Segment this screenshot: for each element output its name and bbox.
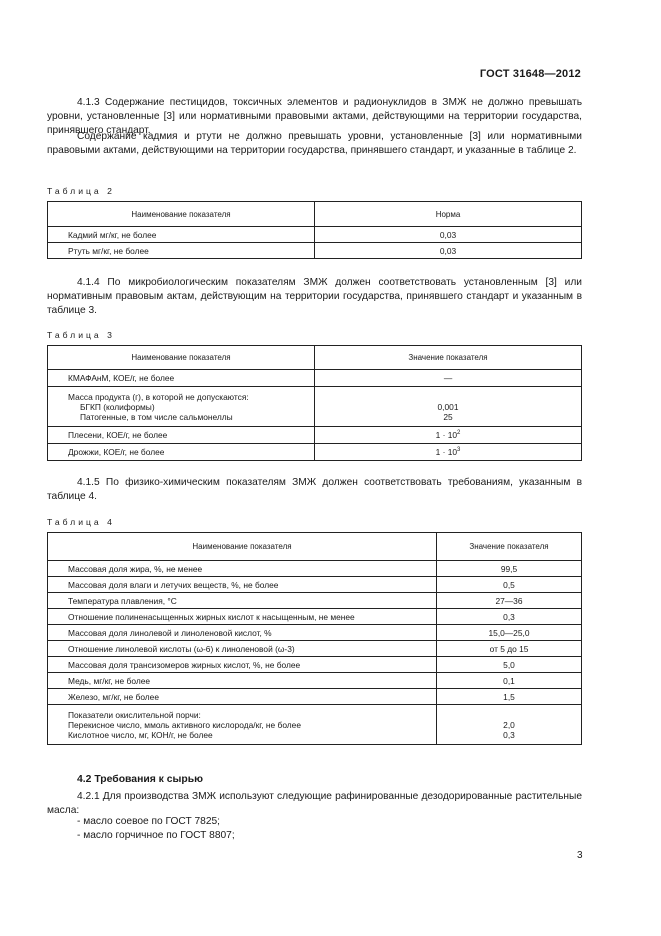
table-row: [48, 625, 582, 641]
table-row: [48, 577, 582, 593]
table3-cell-name: КМАФАнМ, КОЕ/г, не более: [48, 370, 315, 387]
table4-oxid-sub2: Кислотное число, мг, КОН/г, не более: [68, 729, 213, 740]
table4-cell-value: от 5 до 15: [437, 641, 582, 657]
table4-header-name: Наименование показателя: [48, 533, 437, 561]
table3-header-name: Наименование показателя: [48, 346, 315, 370]
paragraph-4-2-1: 4.2.1 Для производства ЗМЖ используют следующие рафинированные дезодорированные растительные масла:: [47, 791, 582, 816]
table2-cell-name: Кадмий мг/кг, не более: [48, 227, 315, 243]
table3-cell-value: —: [315, 370, 582, 387]
table3-mold-exp: 2: [457, 430, 461, 436]
table-row: [48, 641, 582, 657]
paragraph-4-1-5: 4.1.5 По физико-химическим показателям ЗМЖ должен соответствовать требованиям, указанным в таблице 4.: [47, 477, 582, 502]
table-2: [47, 201, 582, 259]
table-row: [48, 427, 582, 444]
table4-cell-value: [437, 705, 582, 745]
table4-oxid-val2: 0,3: [503, 729, 515, 740]
table4-cell-name: Массовая доля трансизомеров жирных кислот, %, не более: [48, 657, 437, 673]
table-row: [48, 387, 582, 427]
table4-cell-value: 0,5: [437, 577, 582, 593]
table4-cell-value: 15,0—25,0: [437, 625, 582, 641]
table2-caption: Таблица 2: [47, 186, 115, 196]
table4-cell-name: Отношение линолевой кислоты (ω-6) к линоленовой (ω-3): [48, 641, 437, 657]
table-row: [48, 227, 582, 243]
table4-cell-value: 99,5: [437, 561, 582, 577]
table4-cell-value: 27—36: [437, 593, 582, 609]
table-row: [48, 657, 582, 673]
table-row: [48, 673, 582, 689]
page-number: 3: [577, 850, 583, 861]
table3-cell-value: [315, 444, 582, 461]
table4-caption: Таблица 4: [47, 517, 115, 527]
table2-cell-value: 0,03: [315, 243, 582, 259]
table2-header-norm: Норма: [315, 202, 582, 227]
table4-cell-name: Железо, мг/кг, не более: [48, 689, 437, 705]
paragraph-4-1-3-cont: Содержание кадмия и ртути не должно превышать уровни, установленные [3] или нормативными правовыми актами, действующими на территории государства, принявшего стандарт, и указанные в таблице 2.: [47, 131, 582, 156]
table4-cell-name: Медь, мг/кг, не более: [48, 673, 437, 689]
table4-cell-name: Отношение полиненасыщенных жирных кислот к насыщенным, не менее: [48, 609, 437, 625]
table4-oxid-sub1: Перекисное число, ммоль активного кислорода/кг, не более: [68, 719, 301, 730]
table4-cell-name: [48, 705, 437, 745]
table3-yeast-exp: 3: [457, 447, 461, 453]
table4-cell-name: Массовая доля влаги и летучих веществ, %, не более: [48, 577, 437, 593]
table3-mass-sub1: БГКП (колиформы): [80, 401, 155, 412]
table4-cell-name: Массовая доля жира, %, не менее: [48, 561, 437, 577]
table3-cell-name: [48, 387, 315, 427]
paragraph-4-1-4: 4.1.4 По микробиологическим показателям ЗМЖ должен соответствовать установленным [3] или нормативным правовым актам, действующим на территории государства, принявшего стандарт и указанным в таблице 3.: [47, 277, 582, 316]
table3-mass-val2: 25: [443, 411, 453, 422]
table-row: [48, 370, 582, 387]
table-4: [47, 532, 582, 745]
table3-cell-name: Плесени, КОЕ/г, не более: [48, 427, 315, 444]
table3-mold-base: 1 · 10: [435, 430, 458, 440]
table-row: [48, 705, 582, 745]
table2-cell-value: 0,03: [315, 227, 582, 243]
table-row: [48, 561, 582, 577]
table3-cell-value: [315, 427, 582, 444]
table4-oxid-val1: 2,0: [503, 719, 515, 730]
table-row: [48, 609, 582, 625]
table-row: [48, 444, 582, 461]
paragraph-4-1-3: 4.1.3 Содержание пестицидов, токсичных элементов и радионуклидов в ЗМЖ не должно превышать уровни, установленные [3] или нормативными правовыми актами, действующими на территории государства, принявшего стандарт.: [47, 97, 582, 136]
table4-cell-value: 1,5: [437, 689, 582, 705]
table3-mass-title: Масса продукта (г), в которой не допускаются:: [68, 391, 249, 402]
table2-cell-name: Ртуть мг/кг, не более: [48, 243, 315, 259]
table3-mass-val1: 0,001: [437, 401, 459, 412]
table4-oxid-title: Показатели окислительной порчи:: [68, 709, 201, 720]
table3-header-value: Значение показателя: [315, 346, 582, 370]
table3-yeast-base: 1 · 10: [435, 447, 458, 457]
table4-cell-value: 0,3: [437, 609, 582, 625]
table4-cell-name: Массовая доля линолевой и линоленовой кислот, %: [48, 625, 437, 641]
table4-cell-value: 0,1: [437, 673, 582, 689]
table4-cell-name: Температура плавления, °С: [48, 593, 437, 609]
table3-cell-value: [315, 387, 582, 427]
table2-header-name: Наименование показателя: [48, 202, 315, 227]
table4-header-value: Значение показателя: [437, 533, 582, 561]
table-row: [48, 689, 582, 705]
list-item: - масло соевое по ГОСТ 7825;: [77, 816, 220, 827]
list-item: - масло горчичное по ГОСТ 8807;: [77, 830, 235, 841]
table-row: [48, 243, 582, 259]
table-row: [48, 593, 582, 609]
table3-cell-name: Дрожжи, КОЕ/г, не более: [48, 444, 315, 461]
table3-caption: Таблица 3: [47, 330, 115, 340]
table3-mass-sub2: Патогенные, в том числе сальмонеллы: [80, 411, 233, 422]
section-heading-4-2: 4.2 Требования к сырью: [77, 774, 204, 785]
table-3: [47, 345, 582, 461]
document-header: ГОСТ 31648—2012: [479, 68, 581, 80]
table4-cell-value: 5,0: [437, 657, 582, 673]
